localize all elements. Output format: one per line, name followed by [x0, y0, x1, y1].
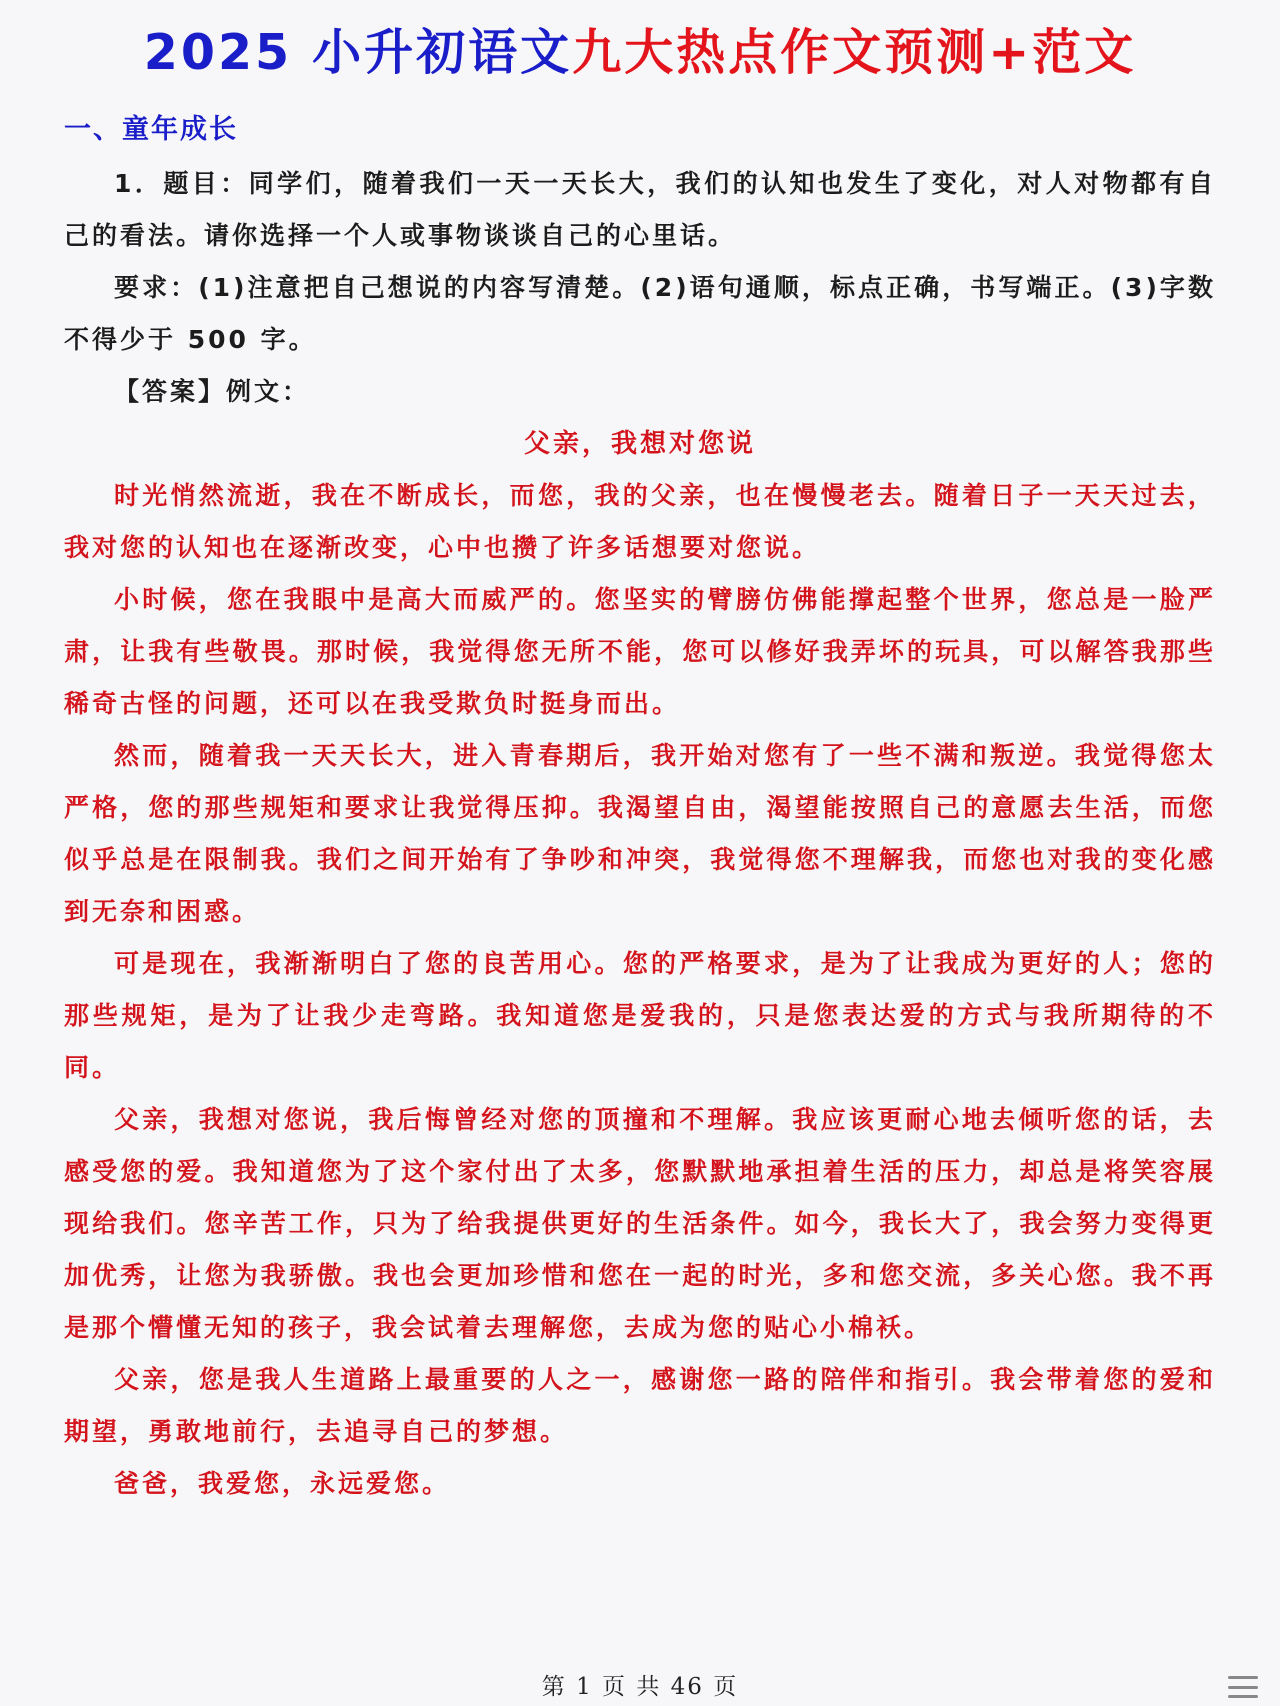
- essay-paragraph: 时光悄然流逝，我在不断成长，而您，我的父亲，也在慢慢老去。随着日子一天天过去，我对您的认知也在逐渐改变，心中也攒了许多话想要对您说。: [64, 481, 1216, 562]
- essay-paragraph: 然而，随着我一天天长大，进入青春期后，我开始对您有了一些不满和叛逆。我觉得您太严格，您的那些规矩和要求让我觉得压抑。我渴望自由，渴望能按照自己的意愿去生活，而您似乎总是在限制我。我们之间开始有了争吵和冲突，我觉得您不理解我，而您也对我的变化感到无奈和困惑。: [64, 741, 1216, 926]
- essay-paragraph: 父亲，您是我人生道路上最重要的人之一，感谢您一路的陪伴和指引。我会带着您的爱和期望，勇敢地前行，去追寻自己的梦想。: [64, 1365, 1216, 1446]
- answer-label: 【答案】例文：: [114, 377, 311, 406]
- page-title: [0, 18, 1280, 88]
- essay-paragraph: 父亲，我想对您说，我后悔曾经对您的顶撞和不理解。我应该更耐心地去倾听您的话，去感受您的爱。我知道您为了这个家付出了太多，您默默地承担着生活的压力，却总是将笑容展现给我们。您辛苦工作，只为了给我提供更好的生活条件。如今，我长大了，我会努力变得更加优秀，让您为我骄傲。我也会更加珍惜和您在一起的时光，多和您交流，多关心您。我不再是那个懵懂无知的孩子，我会试着去理解您，去成为您的贴心小棉袄。: [64, 1105, 1216, 1342]
- title-part-red: 九大热点作文预测+范文: [572, 24, 1137, 81]
- menu-icon-line: [1228, 1695, 1258, 1698]
- title-part-blue: 2025 小升初语文: [143, 24, 573, 81]
- prompt-requirements: 要求：(1)注意把自己想说的内容写清楚。(2)语句通顺，标点正确，书写端正。(3)字数不得少于 500 字。: [64, 273, 1216, 354]
- section-heading: 一、童年成长: [64, 114, 238, 145]
- prompt-question: 1．题目：同学们，随着我们一天一天长大，我们的认知也发生了变化，对人对物都有自己的看法。请你选择一个人或事物谈谈自己的心里话。: [64, 169, 1216, 250]
- essay-paragraph: 爸爸，我爱您，永远爱您。: [114, 1469, 451, 1498]
- menu-icon-line: [1228, 1686, 1258, 1689]
- essay-paragraph: 小时候，您在我眼中是高大而威严的。您坚实的臂膀仿佛能撑起整个世界，您总是一脸严肃，让我有些敬畏。那时候，我觉得您无所不能，您可以修好我弄坏的玩具，可以解答我那些稀奇古怪的问题，还可以在我受欺负时挺身而出。: [64, 585, 1216, 718]
- menu-icon[interactable]: [1228, 1676, 1258, 1698]
- document-body: [64, 158, 1216, 1510]
- essay-title: 父亲，我想对您说: [523, 429, 756, 459]
- essay-paragraph: 可是现在，我渐渐明白了您的良苦用心。您的严格要求，是为了让我成为更好的人；您的那些规矩，是为了让我少走弯路。我知道您是爱我的，只是您表达爱的方式与我所期待的不同。: [64, 949, 1216, 1082]
- menu-icon-line: [1228, 1676, 1258, 1679]
- page-number: 第 1 页 共 46 页: [541, 1674, 739, 1700]
